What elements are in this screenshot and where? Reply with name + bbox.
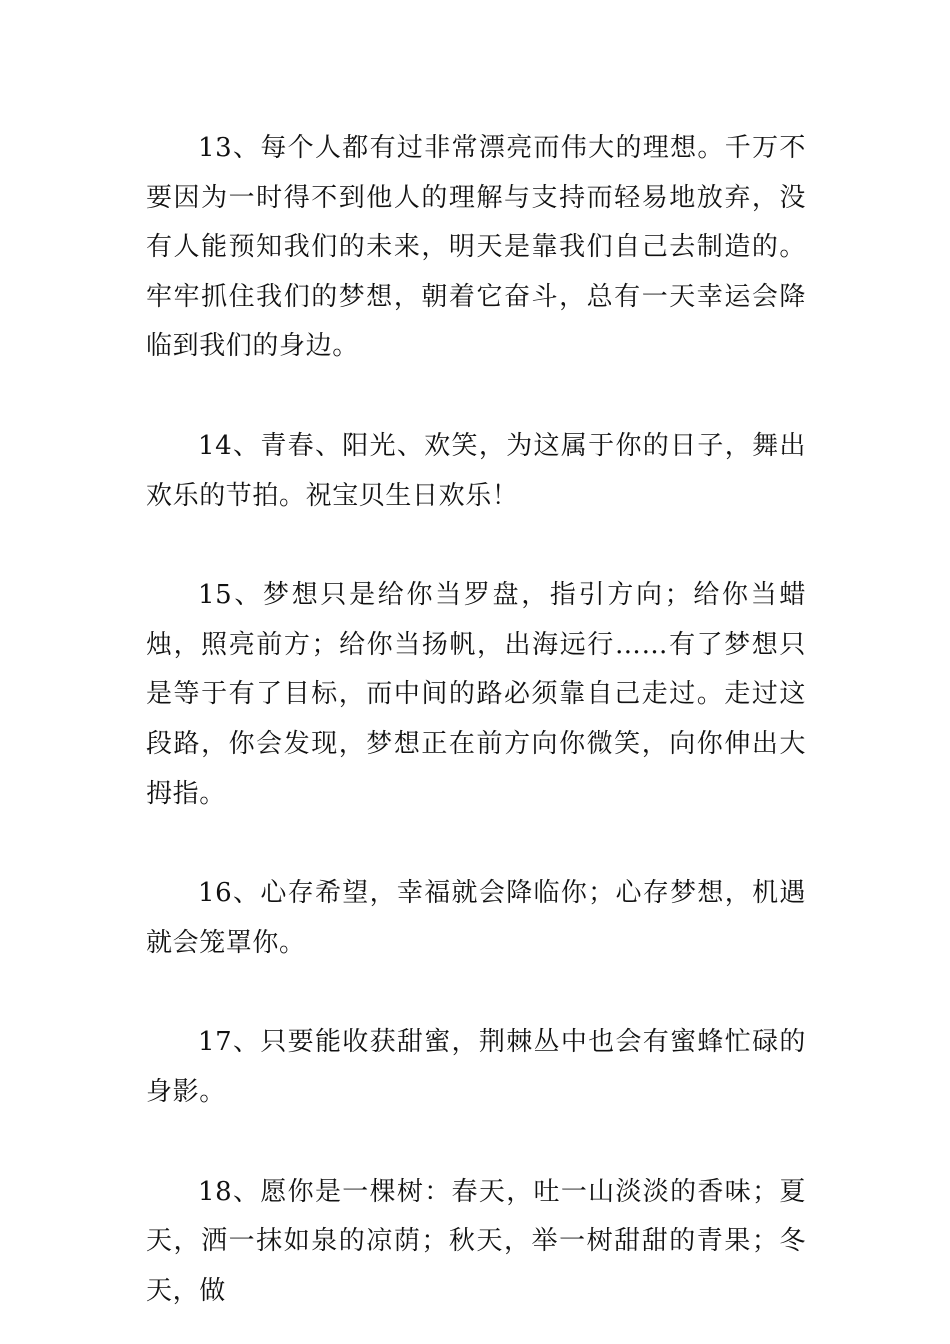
paragraph-18: 18、愿你是一棵树：春天，吐一山淡淡的香味；夏天，洒一抹如泉的凉荫；秋天，举一树甜甜的青果；冬天，做 <box>146 1176 806 1306</box>
paragraph-13: 13、每个人都有过非常漂亮而伟大的理想。千万不要因为一时得不到他人的理解与支持而轻易地放弃，没有人能预知我们的未来，明天是靠我们自己去制造的。牢牢抓住我们的梦想，朝着它奋斗，总有一天幸运会降临到我们的身边。 <box>146 133 806 362</box>
paragraph-16: 16、心存希望，幸福就会降临你；心存梦想，机遇就会笼罩你。 <box>146 878 806 958</box>
paragraph-14: 14、青春、阳光、欢笑，为这属于你的日子，舞出欢乐的节拍。祝宝贝生日欢乐！ <box>146 430 806 511</box>
document-body <box>146 124 806 1316</box>
paragraph-17: 17、只要能收获甜蜜，荆棘丛中也会有蜜蜂忙碌的身影。 <box>146 1027 806 1107</box>
paragraph-15: 15、梦想只是给你当罗盘，指引方向；给你当蜡烛，照亮前方；给你当扬帆，出海远行……有了梦想只是等于有了目标，而中间的路必须靠自己走过。走过这段路，你会发现，梦想正在前方向你微笑，向你伸出大拇指。 <box>146 580 806 809</box>
